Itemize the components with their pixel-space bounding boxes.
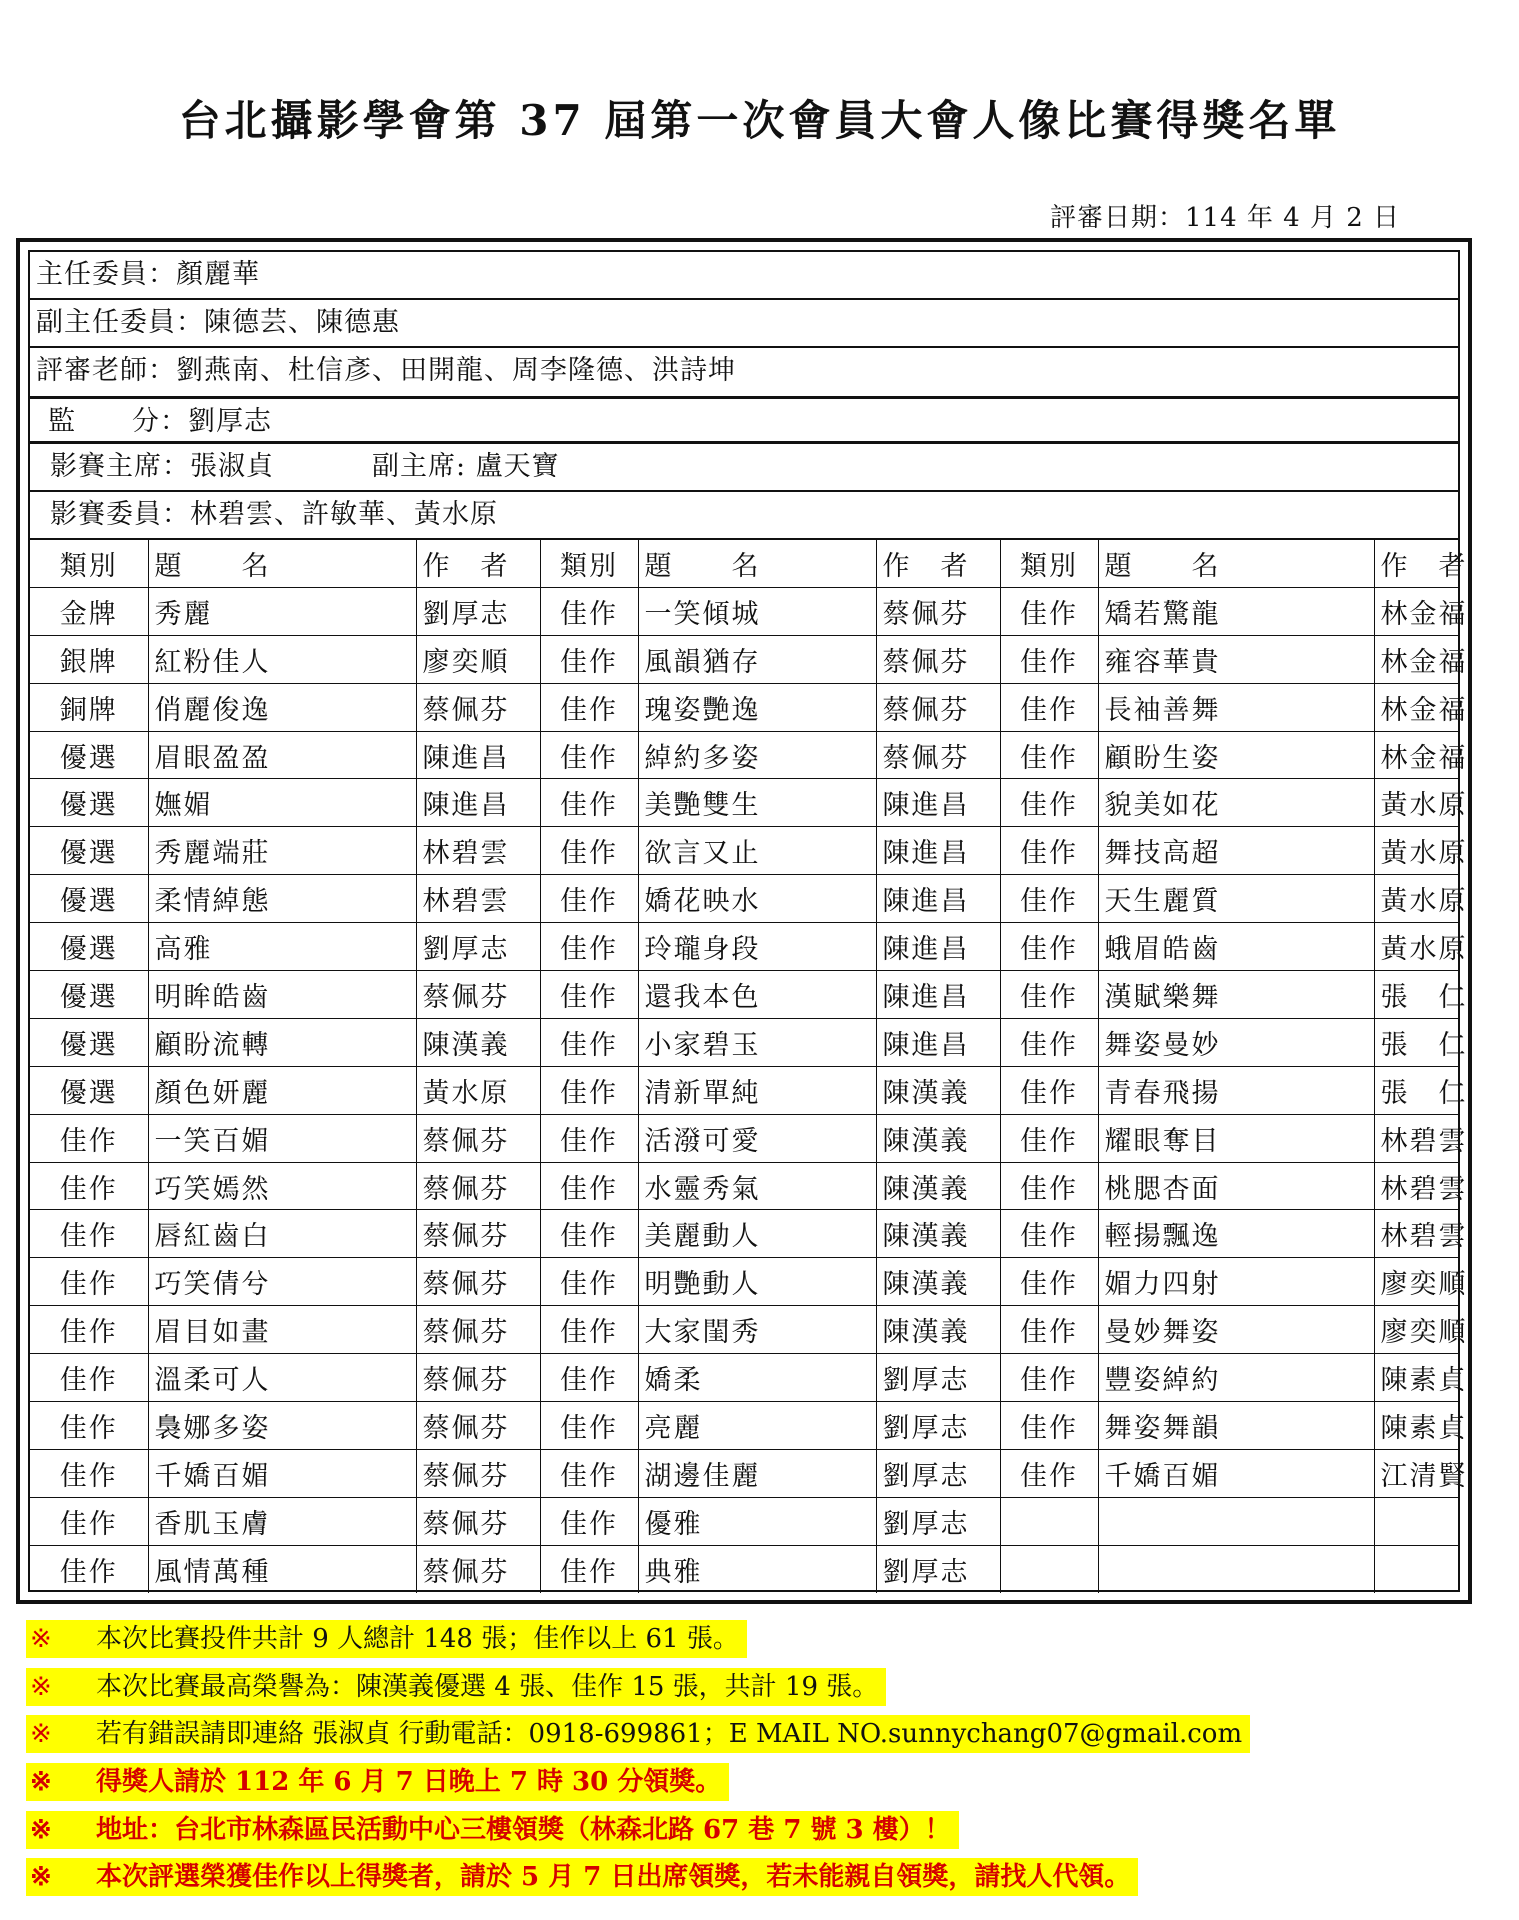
table-row	[30, 1402, 1458, 1450]
cell-title: 香肌玉膚	[148, 1497, 416, 1545]
cell-author: 黃水原	[1374, 875, 1458, 923]
cell-author: 黃水原	[1374, 779, 1458, 827]
cell-title: 嬌柔	[638, 1354, 876, 1402]
cell-title: 風情萬種	[148, 1545, 416, 1592]
note-text: 若有錯誤請即連絡 張淑貞 行動電話：0918-699861；E MAIL NO.sunnychang07@gmail.com	[96, 1719, 1243, 1749]
cell-title: 舞技高超	[1098, 827, 1374, 875]
cell-category: 佳作	[540, 587, 638, 635]
cell-author: 廖奕順	[416, 635, 540, 683]
table-row	[30, 923, 1458, 971]
cell-author	[1374, 1545, 1458, 1592]
cell-title: 顧盼生姿	[1098, 731, 1374, 779]
cell-category: 佳作	[1000, 731, 1098, 779]
cell-title: 裊娜多姿	[148, 1402, 416, 1450]
cell-author: 劉厚志	[876, 1545, 1000, 1592]
cell-author: 劉厚志	[876, 1497, 1000, 1545]
cell-author: 劉厚志	[876, 1449, 1000, 1497]
cell-category: 佳作	[1000, 1402, 1098, 1450]
cell-category: 佳作	[540, 1258, 638, 1306]
note-text: 地址：台北市林森區民活動中心三樓領獎（林森北路 67 巷 7 號 3 樓）！	[96, 1815, 951, 1845]
cell-title: 活潑可愛	[638, 1114, 876, 1162]
cell-author: 蔡佩芬	[416, 1210, 540, 1258]
cell-category: 優選	[30, 779, 148, 827]
cell-title: 溫柔可人	[148, 1354, 416, 1402]
cell-author: 張 仁	[1374, 971, 1458, 1019]
cell-author: 蔡佩芬	[416, 1354, 540, 1402]
cell-author: 林碧雲	[1374, 1162, 1458, 1210]
cell-title: 綽約多姿	[638, 731, 876, 779]
cell-category: 佳作	[1000, 779, 1098, 827]
cell-author: 陳漢義	[416, 1018, 540, 1066]
cell-title: 蛾眉皓齒	[1098, 923, 1374, 971]
cell-title: 典雅	[638, 1545, 876, 1592]
cell-category: 佳作	[540, 923, 638, 971]
cell-title	[1098, 1545, 1374, 1592]
cell-author: 劉厚志	[416, 587, 540, 635]
cell-category: 佳作	[540, 731, 638, 779]
cell-title: 美麗動人	[638, 1210, 876, 1258]
cell-title: 亮麗	[638, 1402, 876, 1450]
cell-author: 林碧雲	[1374, 1114, 1458, 1162]
table-row	[30, 587, 1458, 635]
cell-category: 佳作	[30, 1162, 148, 1210]
cell-category: 佳作	[1000, 1258, 1098, 1306]
header-title: 題 名	[1098, 540, 1374, 587]
reference-mark-icon: ※	[30, 1862, 52, 1892]
cell-category: 佳作	[540, 1354, 638, 1402]
header-author: 作 者	[416, 540, 540, 587]
cell-category: 銀牌	[30, 635, 148, 683]
cell-title: 欲言又止	[638, 827, 876, 875]
table-row	[30, 1258, 1458, 1306]
cell-category: 佳作	[1000, 1018, 1098, 1066]
note-item	[26, 1668, 886, 1706]
cell-category: 佳作	[540, 1114, 638, 1162]
cell-author: 張 仁	[1374, 1018, 1458, 1066]
cell-title: 唇紅齒白	[148, 1210, 416, 1258]
cell-title	[1098, 1497, 1374, 1545]
cell-author: 蔡佩芬	[416, 1497, 540, 1545]
cell-title: 一笑百媚	[148, 1114, 416, 1162]
contest-vice-chair: 副主席: 盧天寶	[372, 451, 560, 482]
cell-title: 雍容華貴	[1098, 635, 1374, 683]
cell-author: 林金福	[1374, 683, 1458, 731]
cell-category: 佳作	[1000, 1114, 1098, 1162]
cell-category: 佳作	[540, 683, 638, 731]
cell-author: 陳進昌	[876, 923, 1000, 971]
table-header-row	[30, 540, 1458, 587]
cell-title: 青春飛揚	[1098, 1066, 1374, 1114]
cell-title: 曼妙舞姿	[1098, 1306, 1374, 1354]
header-category: 類別	[540, 540, 638, 587]
header-author: 作 者	[1374, 540, 1458, 587]
cell-title: 顏色妍麗	[148, 1066, 416, 1114]
table-row	[30, 1449, 1458, 1497]
cell-category: 佳作	[1000, 971, 1098, 1019]
cell-author: 蔡佩芬	[416, 1114, 540, 1162]
cell-author: 蔡佩芬	[876, 731, 1000, 779]
cell-author: 蔡佩芬	[876, 683, 1000, 731]
cell-category: 優選	[30, 875, 148, 923]
cell-title: 輕揚飄逸	[1098, 1210, 1374, 1258]
cell-title: 玲瓏身段	[638, 923, 876, 971]
reference-mark-icon: ※	[30, 1672, 52, 1702]
cell-title: 秀麗端莊	[148, 827, 416, 875]
cell-author: 陳漢義	[876, 1306, 1000, 1354]
cell-title: 風韻猶存	[638, 635, 876, 683]
cell-title: 巧笑嫣然	[148, 1162, 416, 1210]
table-row	[30, 1545, 1458, 1592]
cell-title: 矯若驚龍	[1098, 587, 1374, 635]
cell-title: 秀麗	[148, 587, 416, 635]
table-row	[30, 1306, 1458, 1354]
cell-author: 陳進昌	[876, 1018, 1000, 1066]
cell-title: 顧盼流轉	[148, 1018, 416, 1066]
cell-author: 蔡佩芬	[416, 1162, 540, 1210]
cell-category	[1000, 1497, 1098, 1545]
reference-mark-icon: ※	[30, 1719, 52, 1749]
committee-chair: 主任委員：顏麗華	[30, 252, 1458, 300]
committee-judges: 評審老師：劉燕南、杜信彥、田開龍、周李隆德、洪詩坤	[36, 355, 736, 386]
cell-title: 眉目如畫	[148, 1306, 416, 1354]
cell-category: 優選	[30, 827, 148, 875]
contest-chairs	[30, 444, 1458, 492]
cell-category: 佳作	[540, 1449, 638, 1497]
table-row	[30, 731, 1458, 779]
cell-category: 佳作	[540, 1545, 638, 1592]
cell-title: 貌美如花	[1098, 779, 1374, 827]
page-title: 台北攝影學會第 37 屆第一次會員大會人像比賽得獎名單	[178, 96, 1341, 145]
cell-title: 還我本色	[638, 971, 876, 1019]
note-item	[26, 1811, 959, 1849]
cell-title: 水靈秀氣	[638, 1162, 876, 1210]
cell-author: 黃水原	[416, 1066, 540, 1114]
cell-title: 千嬌百媚	[148, 1449, 416, 1497]
cell-category: 佳作	[540, 875, 638, 923]
cell-title: 舞姿舞韻	[1098, 1402, 1374, 1450]
cell-title: 一笑傾城	[638, 587, 876, 635]
note-text: 得獎人請於 112 年 6 月 7 日晚上 7 時 30 分領獎。	[96, 1767, 722, 1797]
note-item	[26, 1715, 1250, 1753]
note-text: 本次比賽投件共計 9 人總計 148 張；佳作以上 61 張。	[96, 1624, 739, 1654]
cell-author: 劉厚志	[876, 1354, 1000, 1402]
cell-category: 佳作	[540, 1162, 638, 1210]
cell-category: 佳作	[1000, 923, 1098, 971]
cell-author: 陳進昌	[416, 779, 540, 827]
header-category: 類別	[1000, 540, 1098, 587]
table-row	[30, 827, 1458, 875]
cell-title: 耀眼奪目	[1098, 1114, 1374, 1162]
cell-title: 瑰姿艷逸	[638, 683, 876, 731]
cell-category: 佳作	[1000, 1162, 1098, 1210]
cell-author: 黃水原	[1374, 923, 1458, 971]
cell-category: 佳作	[1000, 1210, 1098, 1258]
cell-author: 陳素貞	[1374, 1402, 1458, 1450]
cell-category: 佳作	[1000, 827, 1098, 875]
note-text: 本次比賽最高榮譽為：陳漢義優選 4 張、佳作 15 張，共計 19 張。	[96, 1672, 879, 1702]
cell-category: 佳作	[30, 1402, 148, 1450]
cell-category: 金牌	[30, 587, 148, 635]
cell-author: 陳進昌	[876, 971, 1000, 1019]
cell-author: 張 仁	[1374, 1066, 1458, 1114]
cell-title: 明艷動人	[638, 1258, 876, 1306]
cell-author: 蔡佩芬	[416, 1258, 540, 1306]
cell-category: 優選	[30, 1018, 148, 1066]
cell-category: 佳作	[540, 1497, 638, 1545]
table-row	[30, 683, 1458, 731]
cell-title: 俏麗俊逸	[148, 683, 416, 731]
cell-title: 桃腮杏面	[1098, 1162, 1374, 1210]
table-row	[30, 971, 1458, 1019]
committee-vice-chair: 副主任委員：陳德芸、陳德惠	[30, 300, 1458, 348]
cell-author: 林金福	[1374, 635, 1458, 683]
table-row	[30, 1210, 1458, 1258]
cell-author: 廖奕順	[1374, 1258, 1458, 1306]
table-row	[30, 1018, 1458, 1066]
table-row	[30, 875, 1458, 923]
cell-title: 大家閨秀	[638, 1306, 876, 1354]
table-row	[30, 779, 1458, 827]
cell-category: 佳作	[30, 1545, 148, 1592]
cell-title: 明眸皓齒	[148, 971, 416, 1019]
cell-author: 陳漢義	[876, 1210, 1000, 1258]
cell-category: 佳作	[30, 1449, 148, 1497]
cell-category: 優選	[30, 971, 148, 1019]
cell-category: 佳作	[540, 1018, 638, 1066]
cell-category: 佳作	[540, 971, 638, 1019]
contest-members: 影賽委員：林碧雲、許敏華、黃水原	[30, 492, 1458, 540]
cell-category: 佳作	[540, 1210, 638, 1258]
cell-author: 廖奕順	[1374, 1306, 1458, 1354]
cell-author: 陳漢義	[876, 1258, 1000, 1306]
cell-category: 優選	[30, 1066, 148, 1114]
cell-title: 漢賦樂舞	[1098, 971, 1374, 1019]
note-item	[26, 1620, 747, 1658]
cell-category	[1000, 1545, 1098, 1592]
cell-category: 佳作	[30, 1306, 148, 1354]
cell-author: 陳進昌	[416, 731, 540, 779]
cell-category: 佳作	[1000, 1354, 1098, 1402]
table-row	[30, 1497, 1458, 1545]
cell-author: 林碧雲	[416, 827, 540, 875]
cell-title: 優雅	[638, 1497, 876, 1545]
cell-category: 佳作	[1000, 587, 1098, 635]
cell-author: 陳漢義	[876, 1114, 1000, 1162]
table-row	[30, 1162, 1458, 1210]
cell-author: 陳進昌	[876, 875, 1000, 923]
cell-title: 長袖善舞	[1098, 683, 1374, 731]
table-row	[30, 635, 1458, 683]
cell-author: 黃水原	[1374, 827, 1458, 875]
header-category: 類別	[30, 540, 148, 587]
cell-title: 柔情綽態	[148, 875, 416, 923]
note-item	[26, 1858, 1138, 1896]
cell-category: 佳作	[30, 1210, 148, 1258]
cell-category: 佳作	[30, 1258, 148, 1306]
cell-title: 巧笑倩兮	[148, 1258, 416, 1306]
cell-author: 蔡佩芬	[416, 683, 540, 731]
cell-author: 蔡佩芬	[876, 635, 1000, 683]
reference-mark-icon: ※	[30, 1815, 52, 1845]
cell-category: 佳作	[540, 1306, 638, 1354]
cell-author: 陳進昌	[876, 779, 1000, 827]
cell-title: 嫵媚	[148, 779, 416, 827]
cell-title: 眉眼盈盈	[148, 731, 416, 779]
cell-title: 豐姿綽約	[1098, 1354, 1374, 1402]
cell-title: 湖邊佳麗	[638, 1449, 876, 1497]
cell-title: 美艷雙生	[638, 779, 876, 827]
committee-supervisor: 監 分：劉厚志	[30, 396, 1458, 444]
table-row	[30, 1354, 1458, 1402]
header-author: 作 者	[876, 540, 1000, 587]
cell-author: 蔡佩芬	[416, 1402, 540, 1450]
cell-author: 林碧雲	[1374, 1210, 1458, 1258]
cell-category: 銅牌	[30, 683, 148, 731]
reference-mark-icon: ※	[30, 1767, 52, 1797]
table-row	[30, 1114, 1458, 1162]
header-title: 題 名	[638, 540, 876, 587]
cell-category: 佳作	[540, 1402, 638, 1450]
cell-category: 佳作	[540, 779, 638, 827]
cell-category: 佳作	[30, 1354, 148, 1402]
cell-title: 小家碧玉	[638, 1018, 876, 1066]
cell-author: 劉厚志	[876, 1402, 1000, 1450]
cell-category: 優選	[30, 923, 148, 971]
cell-author: 陳進昌	[876, 827, 1000, 875]
cell-author: 林碧雲	[416, 875, 540, 923]
cell-title: 紅粉佳人	[148, 635, 416, 683]
cell-category: 佳作	[1000, 1449, 1098, 1497]
header-title: 題 名	[148, 540, 416, 587]
cell-title: 嬌花映水	[638, 875, 876, 923]
cell-title: 媚力四射	[1098, 1258, 1374, 1306]
cell-category: 佳作	[30, 1114, 148, 1162]
cell-author: 江清賢	[1374, 1449, 1458, 1497]
cell-category: 佳作	[1000, 875, 1098, 923]
cell-author: 陳漢義	[876, 1162, 1000, 1210]
cell-author: 蔡佩芬	[416, 1449, 540, 1497]
contest-chair: 影賽主席：張淑貞	[50, 451, 274, 482]
cell-title: 清新單純	[638, 1066, 876, 1114]
cell-author: 劉厚志	[416, 923, 540, 971]
awards-table	[30, 540, 1468, 1593]
cell-author: 林金福	[1374, 587, 1458, 635]
cell-category: 佳作	[540, 1066, 638, 1114]
cell-author: 蔡佩芬	[416, 1306, 540, 1354]
table-row	[30, 1066, 1458, 1114]
note-text: 本次評選榮獲佳作以上得獎者，請於 5 月 7 日出席領獎，若未能親自領獎，請找人代領。	[96, 1862, 1131, 1892]
cell-category: 佳作	[540, 635, 638, 683]
cell-author	[1374, 1497, 1458, 1545]
results-frame	[16, 238, 1472, 1604]
cell-category: 佳作	[1000, 683, 1098, 731]
cell-author: 林金福	[1374, 731, 1458, 779]
cell-title: 舞姿曼妙	[1098, 1018, 1374, 1066]
cell-title: 高雅	[148, 923, 416, 971]
cell-author: 陳漢義	[876, 1066, 1000, 1114]
review-date: 評審日期：114 年 4 月 2 日	[1050, 203, 1401, 233]
cell-category: 佳作	[540, 827, 638, 875]
note-item	[26, 1763, 729, 1801]
cell-author: 蔡佩芬	[876, 587, 1000, 635]
cell-category: 佳作	[1000, 1066, 1098, 1114]
cell-category: 佳作	[1000, 635, 1098, 683]
cell-title: 千嬌百媚	[1098, 1449, 1374, 1497]
cell-category: 佳作	[30, 1497, 148, 1545]
cell-author: 蔡佩芬	[416, 1545, 540, 1592]
results-panel	[28, 250, 1468, 1592]
cell-author: 陳素貞	[1374, 1354, 1458, 1402]
reference-mark-icon: ※	[30, 1624, 52, 1654]
cell-category: 佳作	[1000, 1306, 1098, 1354]
cell-category: 優選	[30, 731, 148, 779]
cell-author: 蔡佩芬	[416, 971, 540, 1019]
cell-title: 天生麗質	[1098, 875, 1374, 923]
